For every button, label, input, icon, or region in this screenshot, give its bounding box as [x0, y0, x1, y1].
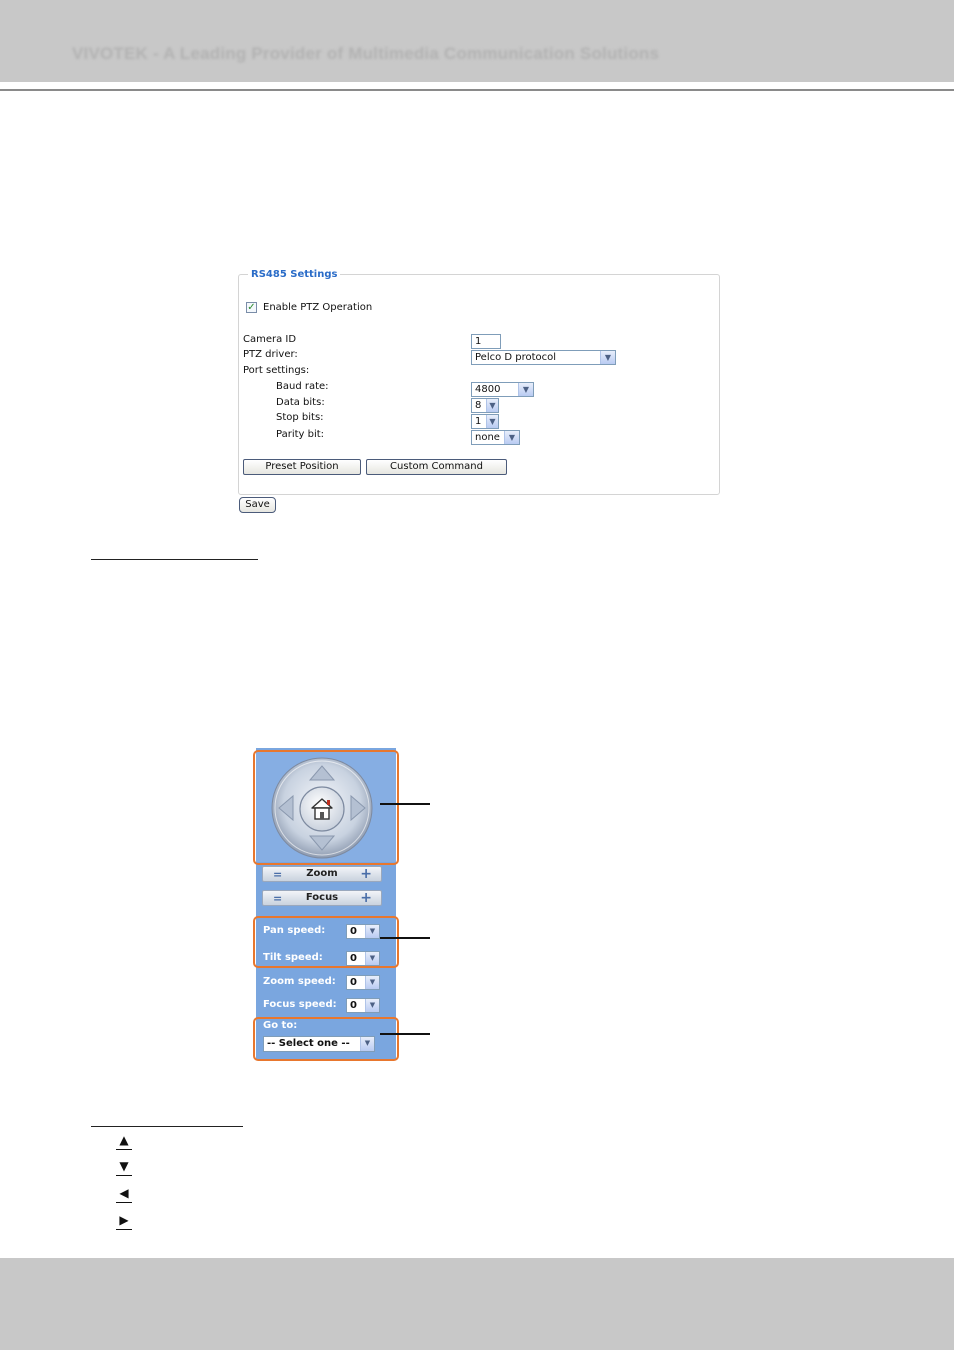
- parity-bit-label: Parity bit:: [276, 429, 325, 440]
- stop-bits-select[interactable]: [471, 414, 499, 429]
- zoom-in-icon[interactable]: +: [360, 866, 372, 882]
- ptz-driver-select[interactable]: [471, 350, 616, 365]
- chevron-down-icon: ▼: [365, 952, 379, 965]
- arrow-down-icon: ▼: [116, 1159, 132, 1176]
- chevron-down-icon: ▼: [504, 431, 519, 444]
- chevron-down-icon: ▼: [600, 351, 615, 364]
- camera-id-input[interactable]: 1: [471, 334, 501, 349]
- focus-speed-label: Focus speed:: [263, 999, 337, 1010]
- arrow-up-icon: ▲: [116, 1133, 132, 1150]
- goto-label: Go to:: [263, 1020, 298, 1031]
- ptz-driver-label: PTZ driver:: [243, 349, 298, 360]
- goto-value: -- Select one --: [267, 1038, 350, 1049]
- ptz-driver-value: Pelco D protocol: [475, 352, 557, 363]
- camera-id-label: Camera ID: [243, 334, 297, 345]
- baud-rate-select[interactable]: [471, 382, 534, 397]
- tilt-speed-value: 0: [350, 953, 357, 964]
- highlight-pan-tilt-speed: [253, 916, 399, 968]
- chevron-down-icon: ▼: [518, 383, 533, 396]
- enable-ptz-label: Enable PTZ Operation: [263, 302, 373, 313]
- zoom-speed-select[interactable]: [346, 975, 380, 990]
- focus-near-icon[interactable]: =: [273, 892, 283, 905]
- callout-line-speed: [380, 937, 430, 939]
- stop-bits-label: Stop bits:: [276, 412, 324, 423]
- header-title: VIVOTEK - A Leading Provider of Multimedia Communication Solutions: [72, 44, 660, 63]
- save-button[interactable]: Save: [239, 497, 276, 513]
- highlight-goto: [253, 1017, 399, 1061]
- zoom-out-icon[interactable]: =: [273, 868, 283, 881]
- page-header: [0, 0, 954, 82]
- zoom-label: Zoom: [306, 868, 338, 879]
- chevron-down-icon: ▼: [486, 415, 498, 428]
- callout-line-goto: [380, 1033, 430, 1035]
- focus-control[interactable]: [262, 890, 382, 906]
- data-bits-select[interactable]: [471, 398, 499, 413]
- data-bits-value: 8: [475, 400, 482, 411]
- pan-speed-value: 0: [350, 926, 357, 937]
- chevron-down-icon: ▼: [365, 925, 379, 938]
- stop-bits-value: 1: [475, 416, 482, 427]
- baud-rate-label: Baud rate:: [276, 381, 329, 392]
- parity-bit-select[interactable]: [471, 430, 520, 445]
- focus-speed-value: 0: [350, 1000, 357, 1011]
- section-underline-2: [91, 1126, 243, 1127]
- chevron-down-icon: ▼: [365, 999, 379, 1012]
- header-rule: [0, 89, 954, 91]
- preset-position-button[interactable]: Preset Position: [243, 459, 361, 475]
- checkmark-icon: ✓: [247, 302, 256, 313]
- port-settings-label: Port settings:: [243, 365, 310, 376]
- focus-label: Focus: [305, 892, 339, 903]
- chevron-down-icon: ▼: [360, 1037, 374, 1051]
- custom-command-button[interactable]: Custom Command: [366, 459, 507, 475]
- highlight-dpad: [253, 750, 399, 865]
- page-footer: [0, 1258, 954, 1350]
- focus-far-icon[interactable]: +: [360, 890, 372, 906]
- enable-ptz-checkbox[interactable]: [246, 302, 257, 313]
- tilt-speed-label: Tilt speed:: [263, 952, 323, 963]
- parity-bit-value: none: [475, 432, 500, 443]
- zoom-control[interactable]: [262, 866, 382, 882]
- zoom-speed-label: Zoom speed:: [263, 976, 336, 987]
- chevron-down-icon: ▼: [486, 399, 498, 412]
- zoom-speed-value: 0: [350, 977, 357, 988]
- focus-speed-select[interactable]: [346, 998, 380, 1013]
- rs485-legend: RS485 Settings: [248, 269, 340, 280]
- chevron-down-icon: ▼: [365, 976, 379, 989]
- callout-line-dpad: [380, 803, 430, 805]
- arrow-left-icon: ◀: [116, 1186, 132, 1203]
- data-bits-label: Data bits:: [276, 397, 325, 408]
- arrow-right-icon: ▶: [116, 1213, 132, 1230]
- section-underline: [91, 559, 258, 560]
- baud-rate-value: 4800: [475, 384, 501, 395]
- pan-speed-label: Pan speed:: [263, 925, 326, 936]
